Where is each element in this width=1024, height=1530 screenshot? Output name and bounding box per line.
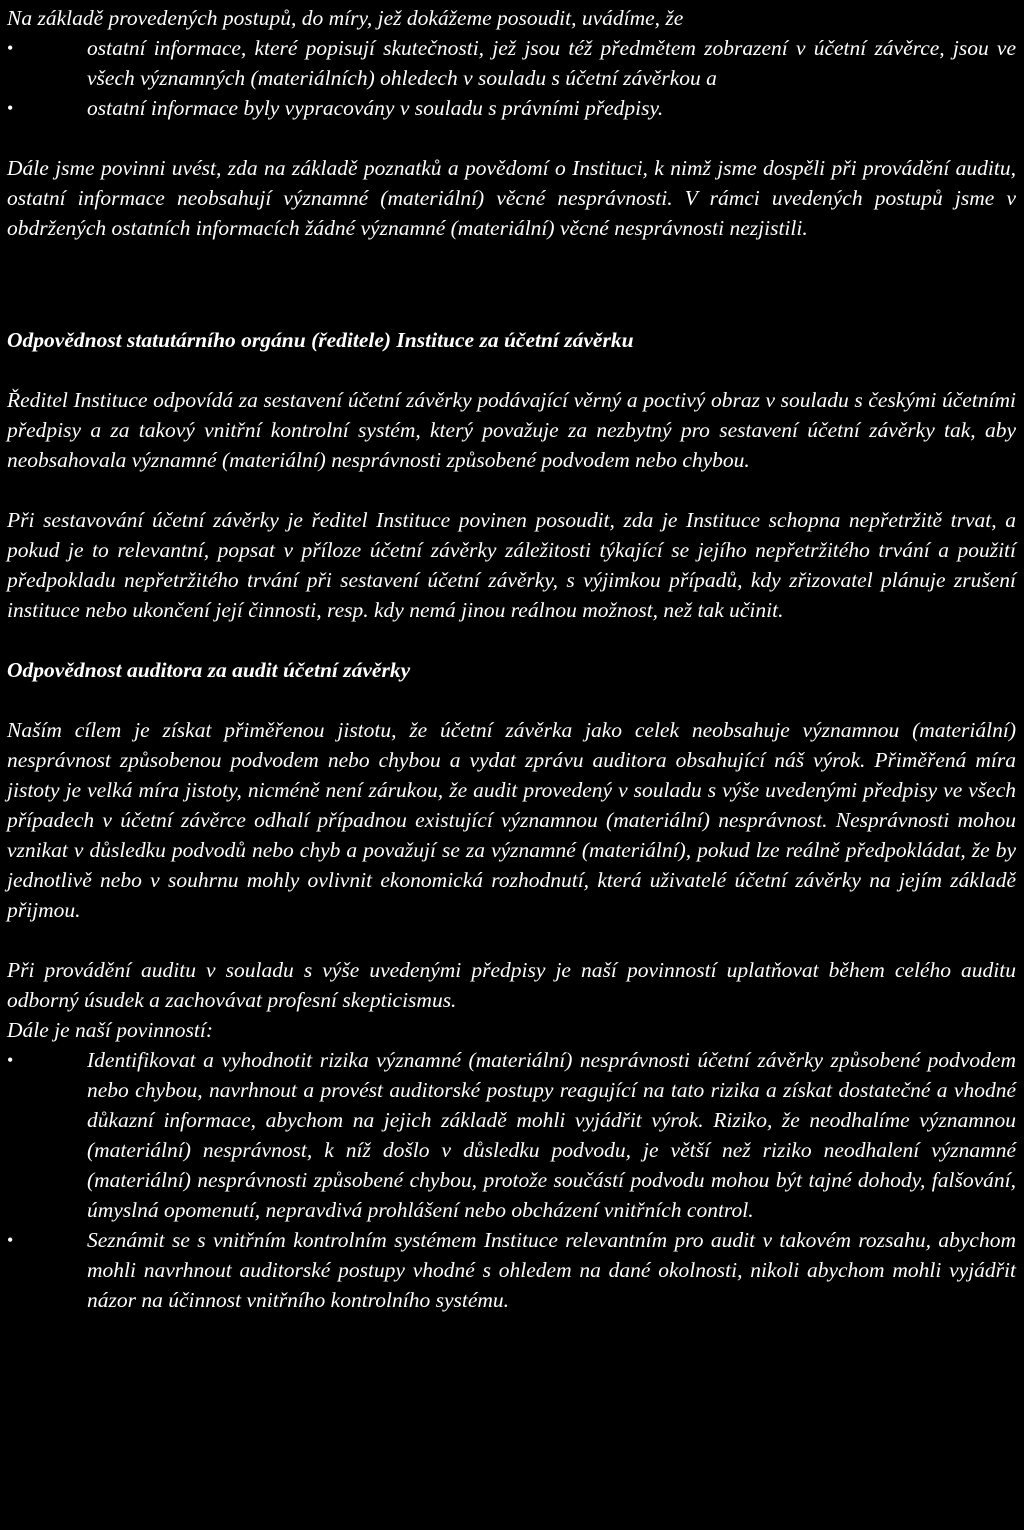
list-item-text: ostatní informace byly vypracovány v souladu s právními předpisy. bbox=[87, 96, 664, 120]
intro-bullet-list bbox=[7, 33, 1016, 123]
paragraph-duty: Dále jsme povinni uvést, zda na základě poznatků a povědomí o Instituci, k nimž jsme dospěli při provádění auditu, ostatní informace neobsahují významné (materiální) věcné nesprávnosti. V rámci uvedených postupů jsme v obdržených ostatních informacích žádné významné (materiální) věcné nesprávnosti nezjistili. bbox=[7, 156, 1016, 240]
heading-auditor-responsibility: Odpovědnost auditora za audit účetní závěrky bbox=[7, 658, 411, 682]
list-item bbox=[7, 1045, 1016, 1225]
list-item bbox=[7, 93, 1016, 123]
paragraph-auditor-skepticism: Při provádění auditu v souladu s výše uvedenými předpisy je naší povinností uplatňovat během celého auditu odborný úsudek a zachovávat profesní skepticismus. bbox=[7, 958, 1016, 1012]
bullet-icon: • bbox=[7, 1050, 14, 1070]
list-item bbox=[7, 1225, 1016, 1315]
list-item-text: Seznámit se s vnitřním kontrolním systémem Instituce relevantním pro audit v takovém rozsahu, abychom mohli navrhnout auditorské postupy vhodné s ohledem na dané okolnosti, nikoli abychom mohli vyjádřit názor na účinnost vnitřního kontrolního systému. bbox=[87, 1228, 1016, 1312]
heading-director-responsibility: Odpovědnost statutárního orgánu (ředitele) Instituce za účetní závěrku bbox=[7, 328, 634, 352]
auditor-duty-lead: Dále je naší povinností: bbox=[7, 1018, 214, 1042]
list-item bbox=[7, 33, 1016, 93]
bullet-icon: • bbox=[7, 1230, 14, 1250]
paragraph-auditor-goal: Naším cílem je získat přiměřenou jistotu, že účetní závěrka jako celek neobsahuje významnou (materiální) nesprávnost způsobenou podvodem nebo chybou a vydat zprávu auditora obsahující náš výrok. Přiměřená míra jistoty je velká míra jistoty, nicméně není zárukou, že audit provedený v souladu s výše uvedenými předpisy ve všech případech v účetní závěrce odhalí případnou existující významnou (materiální) nesprávnost. Nesprávnosti mohou vznikat v důsledku podvodů nebo chyb a považují se za významné (materiální), pokud lze reálně předpokládat, že by jednotlivě nebo v souhrnu mohly ovlivnit ekonomická rozhodnutí, která uživatelé účetní závěrky na jejím základě přijmou. bbox=[7, 718, 1016, 922]
intro-lead: Na základě provedených postupů, do míry, jež dokážeme posoudit, uvádíme, že bbox=[7, 6, 684, 30]
list-item-text: ostatní informace, které popisují skutečnosti, jež jsou též předmětem zobrazení v účetní závěrce, jsou ve všech významných (materiálních) ohledech v souladu s účetní závěrkou a bbox=[87, 36, 1016, 90]
paragraph-director-2: Při sestavování účetní závěrky je ředitel Instituce povinen posoudit, zda je Instituce schopna nepřetržitě trvat, a pokud je to relevantní, popsat v příloze účetní závěrky záležitosti týkající se jejího nepřetržitého trvání a použití předpokladu nepřetržitého trvání při sestavení účetní závěrky, s výjimkou případů, kdy zřizovatel plánuje zrušení instituce nebo ukončení její činnosti, resp. kdy nemá jinou reálnou možnost, než tak učinit. bbox=[7, 508, 1016, 622]
bullet-icon: • bbox=[7, 98, 14, 118]
paragraph-director-1: Ředitel Instituce odpovídá za sestavení účetní závěrky podávající věrný a poctivý obraz v souladu s českými účetními předpisy a za takový vnitřní kontrolní systém, který považuje za nezbytný pro sestavení účetní závěrky tak, aby neobsahovala významné (materiální) nesprávnosti způsobené podvodem nebo chybou. bbox=[7, 388, 1016, 472]
auditor-duty-list bbox=[7, 1045, 1016, 1315]
bullet-icon: • bbox=[7, 38, 14, 58]
list-item-text: Identifikovat a vyhodnotit rizika významné (materiální) nesprávnosti účetní závěrky způsobené podvodem nebo chybou, navrhnout a provést auditorské postupy reagující na tato rizika a získat dostatečné a vhodné důkazní informace, abychom na jejich základě mohli vyjádřit výrok. Riziko, že neodhalíme významnou (materiální) nesprávnost, k níž došlo v důsledku podvodu, je větší než riziko neodhalení významné (materiální) nesprávnosti způsobené chybou, protože součástí podvodu mohou být tajné dohody, falšování, úmyslná opomenutí, nepravdivá prohlášení nebo obcházení vnitřních control. bbox=[87, 1048, 1016, 1222]
